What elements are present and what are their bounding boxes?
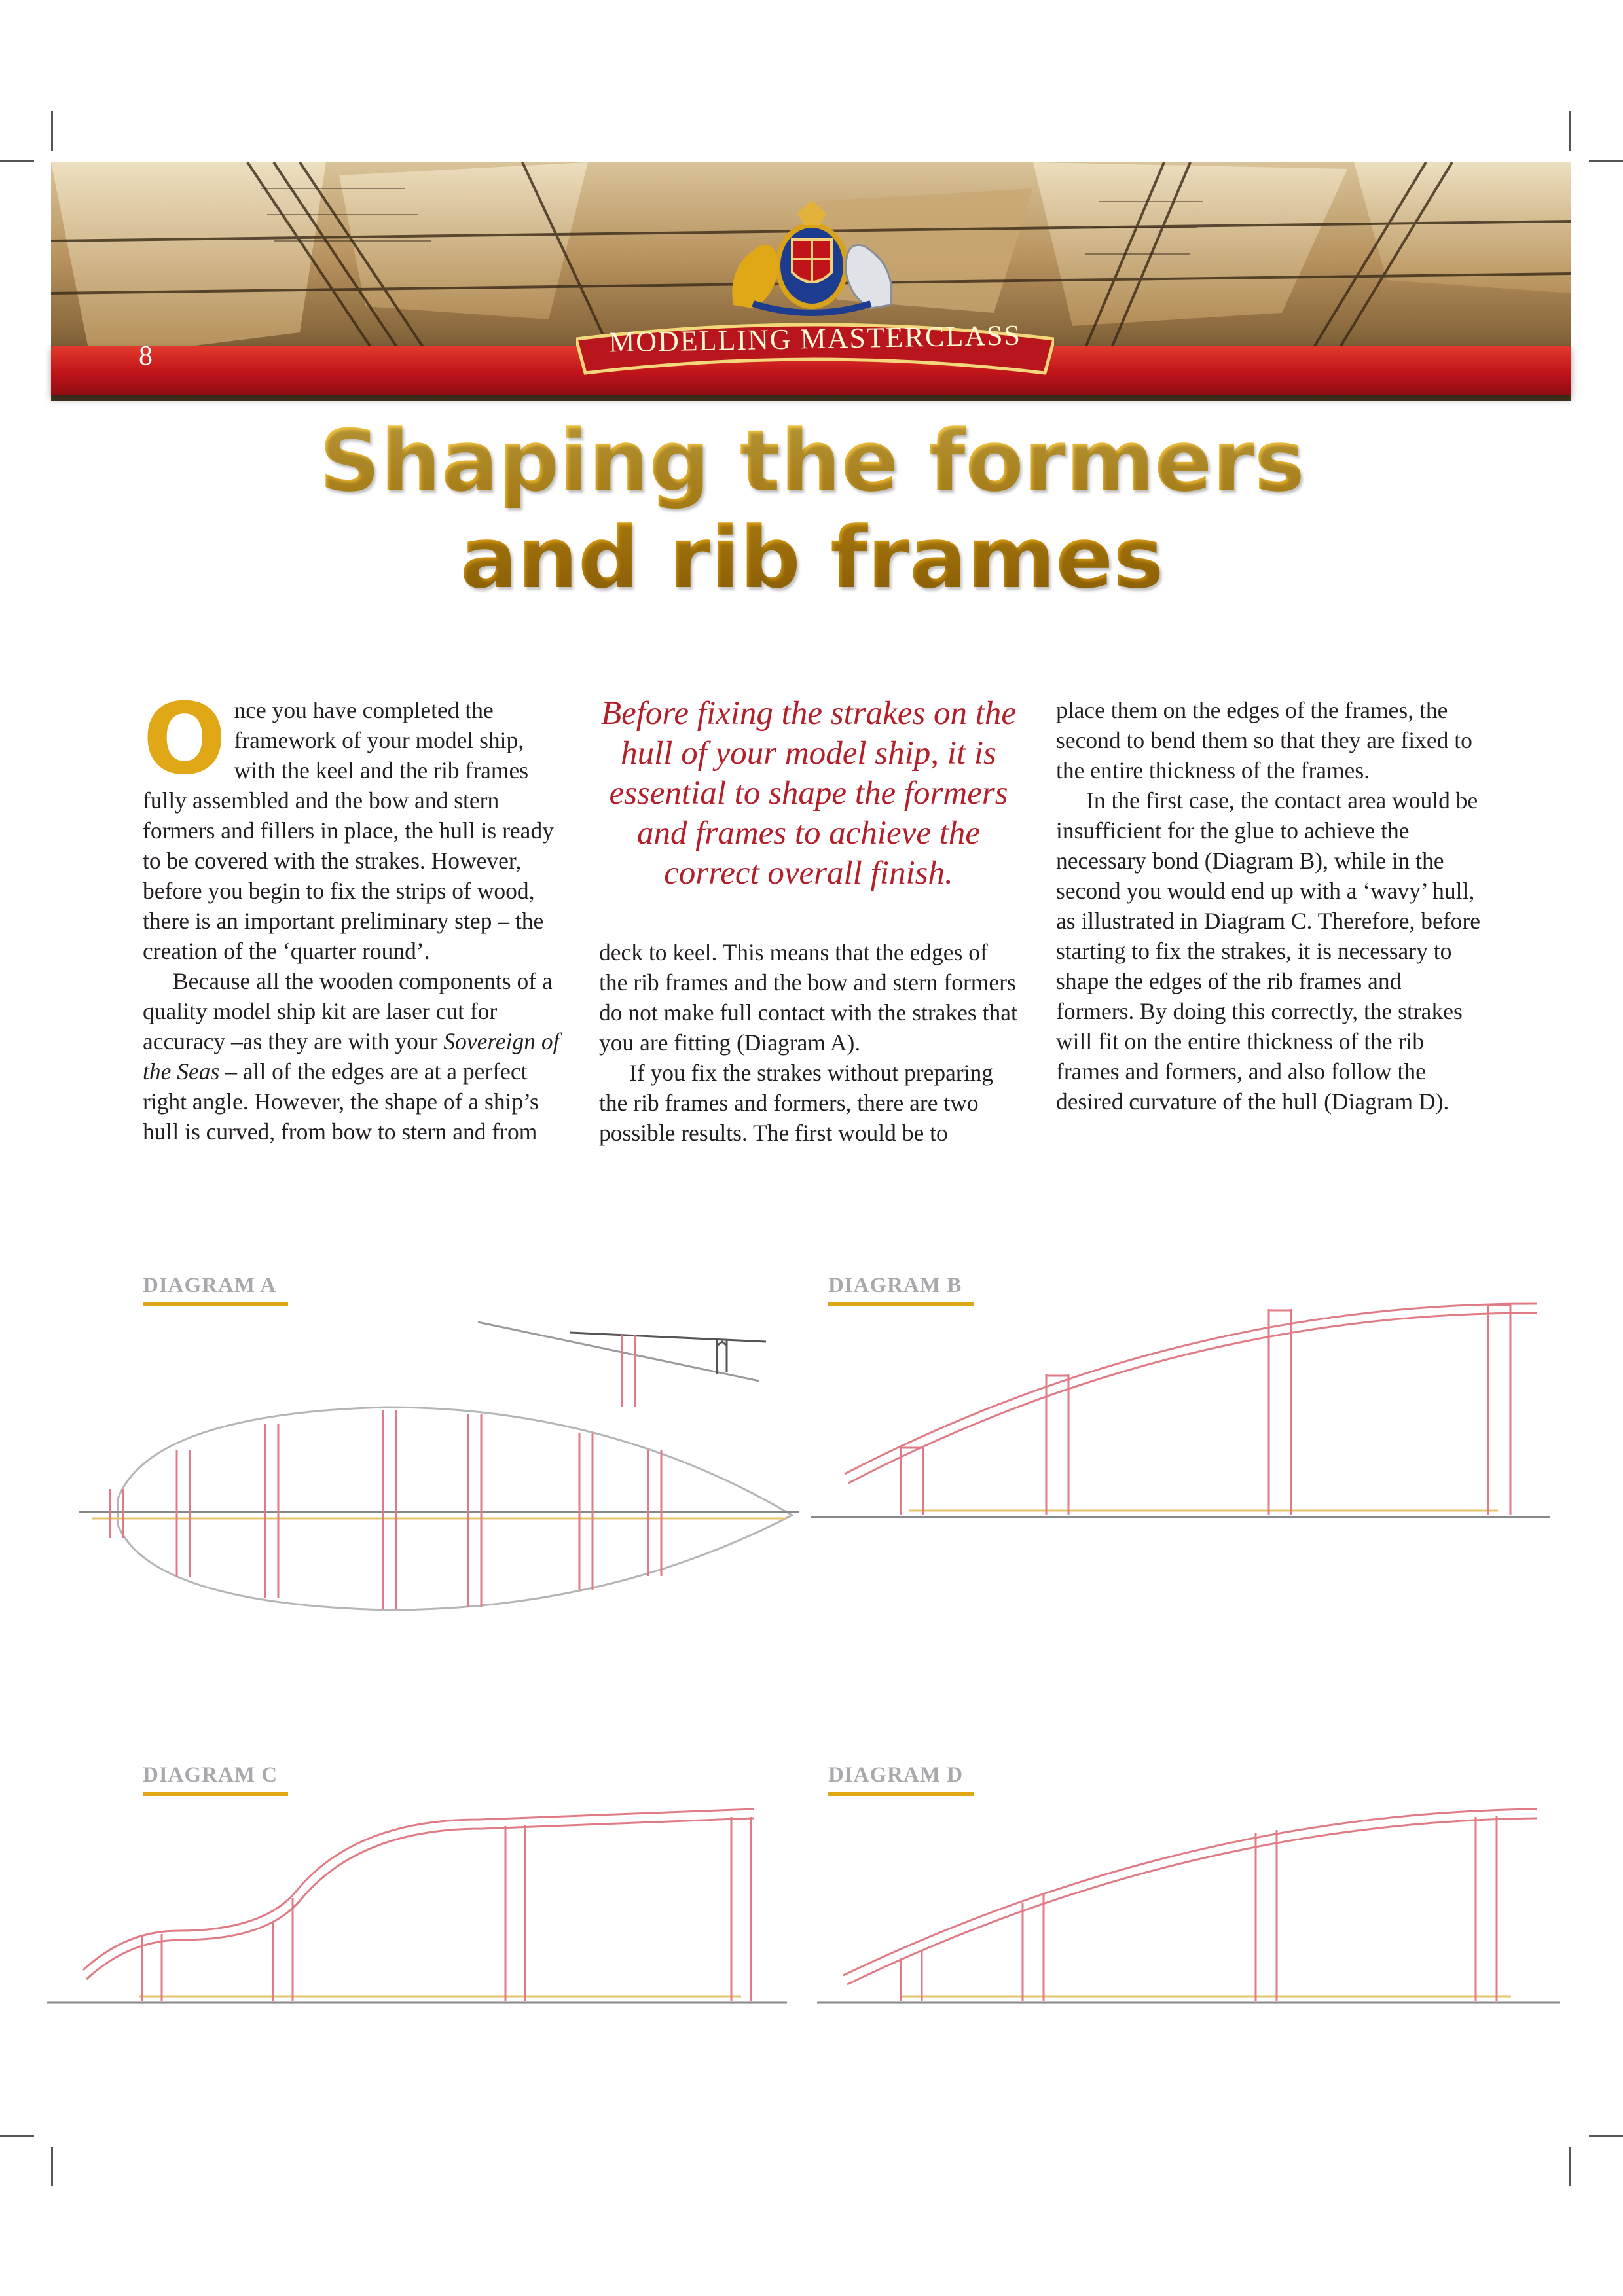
body-column-1	[143, 683, 567, 1147]
royal-coat-of-arms-icon	[707, 194, 917, 318]
paragraph: place them on the edges of the frames, the second to bend them so that they are fixed to the entire thickness of the frames.	[1056, 697, 1472, 783]
paragraph: If you fix the strakes without preparing the rib frames and formers, there are two possible results. The first would be to	[599, 1060, 994, 1146]
paragraph-text: – all of the edges are at a perfect right angle. However, the shape of a ship’s hull is curved, from bow to stern and from	[143, 1058, 539, 1145]
drop-cap: O	[143, 683, 227, 797]
diagram-a-label: DIAGRAM A	[143, 1274, 277, 1297]
body-column-2	[599, 937, 1018, 1148]
diagram-c	[47, 1767, 787, 2016]
pull-quote: Before fixing the strakes on the hull of your model ship, it is essential to shape the formers and frames to achieve the correct overall finish.	[600, 695, 1017, 891]
crop-mark	[0, 2135, 34, 2137]
section-label: MODELLING MASTERCLASS	[608, 319, 1022, 359]
paragraph-text: Because all the wooden components of a quality model ship kit are laser cut for accuracy –as they are with your	[143, 968, 553, 1054]
paragraph-text: nce you have completed the framework of your model ship, with the keel and the rib frames fully assembled and the bow and stern formers and fillers in place, the hull is ready to be covered with the strakes. However, before you begin to fix the strips of wood, there is an important preliminary step – the creation of the ‘quarter round’.	[143, 697, 554, 964]
diagram-b	[811, 1283, 1557, 1532]
paragraph: In the first case, the contact area would be insufficient for the glue to achieve the necessary bond (Diagram B), while in the second you would end up with a ‘wavy’ hull, as illustrated in Diagram C. Therefore, before starting to fix the strakes, it is necessary to shape the edges of the rib frames and formers. By doing this correctly, the strakes will fit on the entire thickness of the rib frames and formers, and also follow the desired curvature of the hull (Diagram D).	[1056, 787, 1480, 1115]
page-number: 8	[139, 341, 153, 371]
ship-name: Sovereign of the Seas	[143, 1028, 560, 1085]
crop-mark	[51, 111, 53, 151]
crop-mark	[1589, 2135, 1623, 2137]
body-column-3	[1056, 695, 1482, 1117]
crop-mark	[51, 2147, 53, 2186]
title-line-1: Shaping the formers	[319, 411, 1305, 511]
crop-mark	[1569, 111, 1571, 151]
diagram-d-label: DIAGRAM D	[828, 1763, 964, 1787]
article-title	[196, 412, 1427, 606]
diagram-c-label: DIAGRAM C	[143, 1763, 278, 1787]
paragraph	[143, 683, 567, 966]
paragraph: deck to keel. This means that the edges of the rib frames and the bow and stern formers do not make full contact with the strakes that you are fitting (Diagram A).	[599, 939, 1017, 1056]
diagram-a	[72, 1302, 812, 1643]
diagram-b-label: DIAGRAM B	[828, 1274, 962, 1297]
crop-mark	[1589, 160, 1623, 162]
paragraph	[143, 966, 567, 1147]
crop-mark	[0, 160, 34, 162]
title-line-2: and rib frames	[460, 508, 1164, 607]
crop-mark	[1569, 2147, 1571, 2186]
diagram-d	[817, 1767, 1563, 2016]
